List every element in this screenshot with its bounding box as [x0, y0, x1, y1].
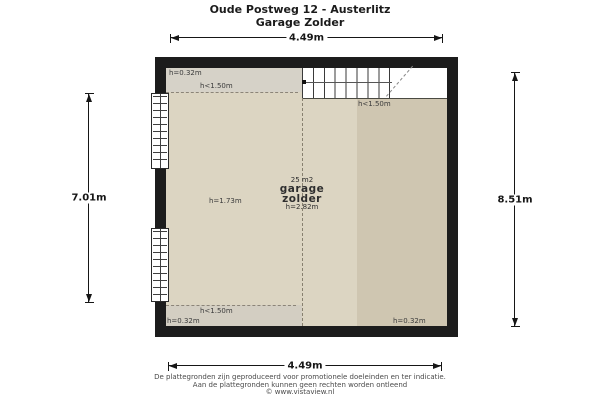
arrow-up-icon — [86, 94, 92, 102]
copyright-line: © www.vistaview.nl — [265, 388, 335, 396]
height-label-bottom-left-eave: h=0.32m — [167, 317, 200, 325]
dimension-left — [71, 93, 107, 303]
dimension-end-tick — [85, 302, 94, 303]
arrow-left-icon — [171, 35, 179, 41]
height-label-stair-zone: h<1.50m — [358, 100, 391, 108]
room-area-label: 25 m2 — [290, 176, 314, 184]
plan-title — [0, 3, 600, 29]
room-name-line2: zolder — [282, 193, 322, 205]
dimension-bottom-label: 4.49m — [284, 361, 325, 372]
plan-title-address: Oude Postweg 12 - Austerlitz — [209, 3, 391, 16]
height-label-top-eave: h=0.32m — [169, 69, 202, 77]
stair-walkline-start-dot — [302, 80, 306, 84]
dimension-end-tick — [441, 362, 442, 371]
dimension-bottom — [168, 360, 442, 372]
arrow-up-icon — [512, 73, 518, 81]
room-label — [252, 176, 352, 211]
height-label-bottom-right-eave: h=0.32m — [393, 317, 426, 325]
window-symbol-lower — [151, 228, 169, 302]
arrow-left-icon — [169, 363, 177, 369]
dimension-top — [170, 32, 443, 44]
ridge-dashed-line — [302, 98, 303, 326]
arrow-down-icon — [86, 294, 92, 302]
dimension-end-tick — [442, 34, 443, 43]
footer-disclaimer — [0, 374, 600, 397]
staircase-symbol — [302, 68, 447, 99]
window-center-line — [160, 94, 161, 168]
height-label-bottom-zone: h<1.50m — [200, 307, 233, 315]
plan-title-floor: Garage Zolder — [255, 16, 345, 29]
dimension-left-label: 7.01m — [68, 193, 109, 204]
disclaimer-line1: De plattegronden zijn geproduceerd voor promotionele doeleinden en ter indicatie. — [154, 373, 446, 381]
room-name-line1: garage — [279, 183, 325, 195]
window-symbol-upper — [151, 93, 169, 169]
dimension-end-tick — [511, 326, 520, 327]
arrow-down-icon — [512, 318, 518, 326]
disclaimer-line2: Aan de plattegronden kunnen geen rechten worden ontleend — [192, 380, 408, 389]
height-boundary-top — [166, 92, 298, 93]
stair-walkline — [303, 82, 392, 83]
window-center-line — [160, 229, 161, 301]
stair-treads — [302, 68, 390, 98]
dimension-top-label: 4.49m — [286, 33, 327, 44]
low-headroom-zone-right — [357, 98, 447, 326]
arrow-right-icon — [433, 363, 441, 369]
dimension-right — [497, 72, 533, 327]
height-label-top-zone: h<1.50m — [200, 82, 233, 90]
height-boundary-bottom — [166, 305, 296, 306]
height-label-mid-left: h=1.73m — [209, 197, 242, 205]
dimension-right-label: 8.51m — [494, 194, 535, 205]
arrow-right-icon — [434, 35, 442, 41]
ridge-height-label: h=2.82m — [285, 203, 319, 211]
